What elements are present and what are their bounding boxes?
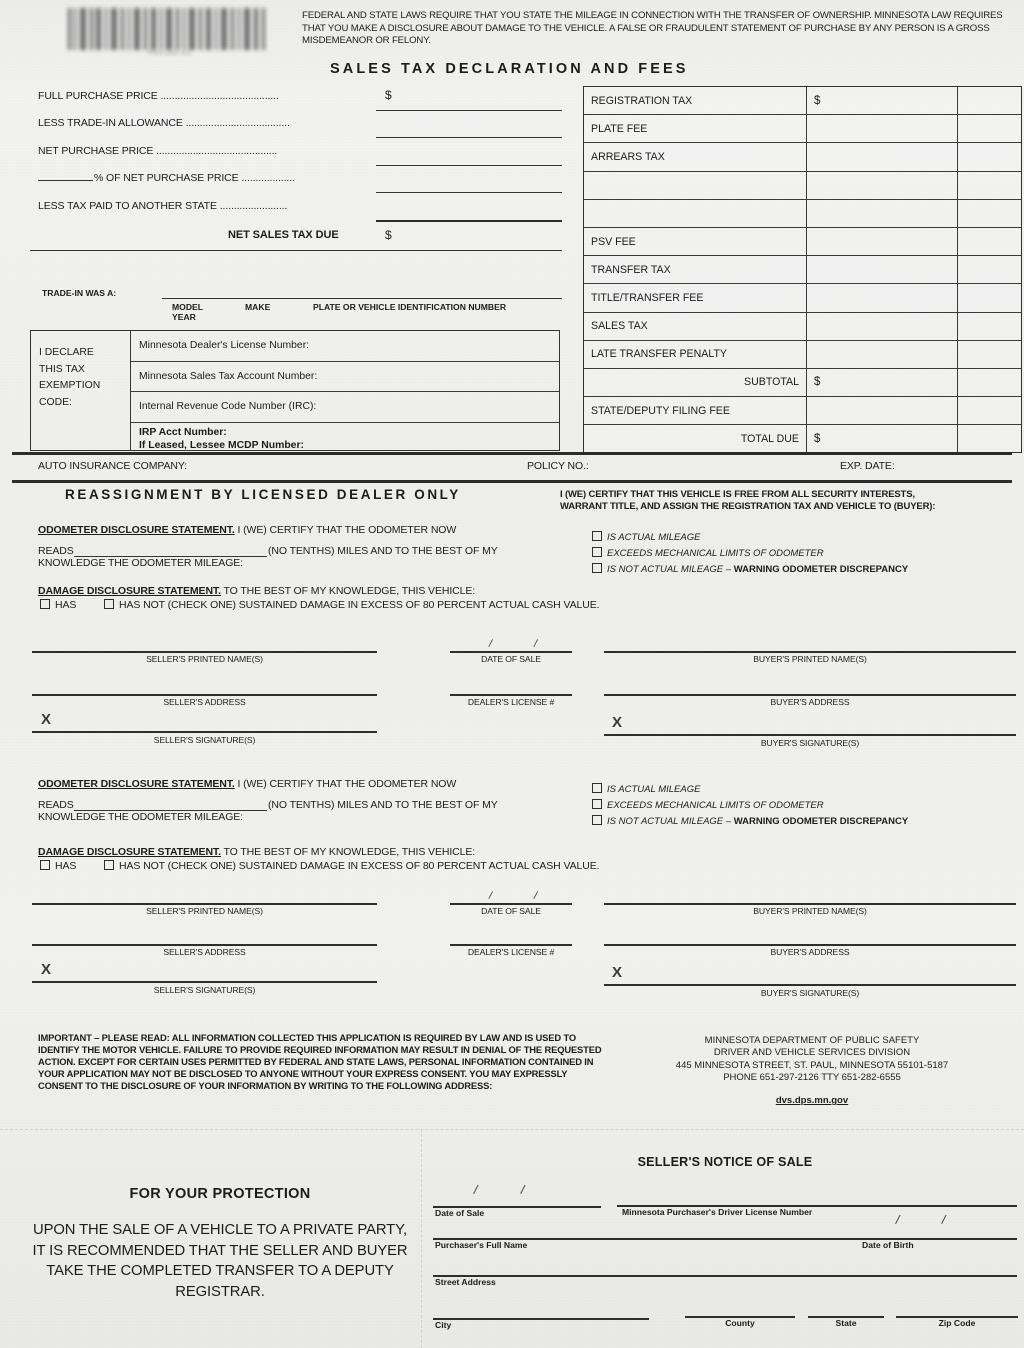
label-trade-in-year: YEAR (172, 312, 196, 322)
row-irc-number[interactable]: Internal Revenue Code Number (IRC): (131, 392, 559, 423)
fee-amount[interactable] (807, 143, 958, 170)
line-buyers-address-1[interactable] (604, 694, 1016, 696)
checkbox-damage-has-icon[interactable] (40, 860, 50, 870)
fee-row (584, 200, 1021, 228)
x-mark-seller-1: X (41, 711, 52, 728)
fee-amount[interactable]: $ (807, 87, 958, 114)
fee-label: SUBTOTAL (584, 369, 807, 396)
label-net-sales-tax-due: NET SALES TAX DUE (228, 229, 339, 241)
input-percent-of-net[interactable] (376, 192, 562, 193)
fee-amount[interactable]: $ (807, 425, 958, 452)
damage-has-1[interactable]: HAS (40, 599, 76, 613)
label-purchaser-full-name: Purchaser's Full Name (435, 1240, 528, 1250)
fee-label (584, 200, 807, 227)
checkbox-not-actual-mileage-icon[interactable] (592, 815, 602, 825)
line-buyers-signature-1[interactable] (604, 734, 1016, 736)
checkbox-not-actual-mileage-icon[interactable] (592, 563, 602, 573)
fee-amount[interactable] (807, 313, 958, 340)
label-sellers-signature-1: SELLER'S SIGNATURE(S) (153, 735, 256, 745)
label-county: County (725, 1318, 755, 1328)
input-less-trade-in[interactable] (376, 137, 562, 138)
odometer-option-1-2[interactable]: EXCEEDS MECHANICAL LIMITS OF ODOMETER (592, 547, 824, 560)
divider-below-insurance (12, 480, 1012, 483)
fee-row (584, 228, 1021, 256)
fee-row (584, 256, 1021, 284)
fee-extra[interactable] (958, 87, 1021, 114)
odometer-no-tenths-1: (NO TENTHS) MILES AND TO THE BEST OF MY (268, 545, 498, 557)
federal-law-notice: FEDERAL AND STATE LAWS REQUIRE THAT YOU STATE THE MILEAGE IN CONNECTION WITH THE TRANSFER OF OWNERSHIP. MINNESOTA LAW REQUIRES THAT YOU MAKE A DISCLOSURE ABOUT DAMAGE TO THE VEHICLE. A FALSE OR FRAUDULENT STATEMENT OF PURCHASE BY ANY PERSON IS A GROSS MISDEMEANOR OR FELONY. (302, 10, 1003, 47)
checkbox-is-actual-mileage-icon[interactable] (592, 531, 602, 541)
damage-has-not-2[interactable]: HAS NOT (CHECK ONE) SUSTAINED DAMAGE IN EXCESS OF 80 PERCENT ACTUAL CASH VALUE. (104, 860, 599, 874)
fee-row (584, 115, 1021, 143)
fee-extra[interactable] (958, 115, 1021, 142)
fee-extra[interactable] (958, 228, 1021, 255)
date-slash-icon: / (472, 1181, 480, 1198)
checkbox-exceeds-limits-icon[interactable] (592, 547, 602, 557)
fee-amount[interactable] (807, 200, 958, 227)
line-buyers-printed-name-2[interactable] (604, 903, 1016, 905)
row-sales-tax-account-number[interactable]: Minnesota Sales Tax Account Number: (131, 362, 559, 393)
label-buyers-printed-name-1: BUYER'S PRINTED NAME(S) (753, 654, 867, 664)
protection-body: UPON THE SALE OF A VEHICLE TO A PRIVATE PARTY, IT IS RECOMMENDED THAT THE SELLER AND BUYER TAKE THE COMPLETED TRANSFER TO A DEPUTY REGISTRAR. (32, 1222, 408, 1300)
odometer-knowledge-1: KNOWLEDGE THE ODOMETER MILEAGE: (38, 557, 243, 569)
line-sellers-address-2[interactable] (32, 944, 377, 946)
label-trade-in-was-a: TRADE-IN WAS A: (42, 288, 117, 298)
label-trade-in-model: MODEL (172, 302, 204, 312)
fee-extra[interactable] (958, 313, 1021, 340)
fee-table (583, 86, 1022, 453)
label-dealers-license-2: DEALER'S LICENSE # (467, 947, 555, 957)
label-less-tax-paid-other-state: LESS TAX PAID TO ANOTHER STATE ........................ (38, 200, 288, 212)
line-city[interactable] (433, 1318, 649, 1320)
label-less-trade-in: LESS TRADE-IN ALLOWANCE ..................................... (38, 117, 290, 129)
certify-line-2: WARRANT TITLE, AND ASSIGN THE REGISTRATION TAX AND VEHICLE TO (BUYER): (560, 501, 936, 512)
agency-line-4: PHONE 651-297-2126 TTY 651-282-6555 (723, 1072, 901, 1084)
input-net-purchase-price[interactable] (376, 165, 562, 166)
x-mark-buyer-1: X (612, 714, 623, 731)
fee-extra[interactable] (958, 341, 1021, 368)
input-net-sales-tax-due[interactable] (30, 250, 562, 251)
fee-label: TOTAL DUE (584, 425, 807, 452)
label-trade-in-vin: PLATE OR VEHICLE IDENTIFICATION NUMBER (313, 302, 507, 312)
fee-amount[interactable] (807, 115, 958, 142)
damage-heading-1: DAMAGE DISCLOSURE STATEMENT. TO THE BEST OF MY KNOWLEDGE, THIS VEHICLE: (38, 585, 476, 597)
damage-has-not-1[interactable]: HAS NOT (CHECK ONE) SUSTAINED DAMAGE IN EXCESS OF 80 PERCENT ACTUAL CASH VALUE. (104, 599, 599, 613)
agency-line-3: 445 MINNESOTA STREET, ST. PAUL, MINNESOTA 55101-5187 (675, 1059, 949, 1071)
label-exp-date[interactable]: EXP. DATE: (840, 460, 895, 472)
damage-has-2[interactable]: HAS (40, 860, 76, 874)
fee-extra[interactable] (958, 284, 1021, 311)
fee-amount[interactable] (807, 172, 958, 199)
label-sellers-printed-name-2: SELLER'S PRINTED NAME(S) (146, 906, 263, 916)
fee-label: ARREARS TAX (584, 143, 807, 170)
label-date-of-sale-2: DATE OF SALE (481, 906, 541, 916)
fee-label: TRANSFER TAX (584, 256, 807, 283)
label-date-of-sale-1: DATE OF SALE (481, 654, 541, 664)
x-mark-buyer-2: X (612, 964, 623, 981)
label-buyers-address-2: BUYER'S ADDRESS (770, 947, 850, 957)
fee-row (584, 397, 1021, 425)
checkbox-damage-has-not-icon[interactable] (104, 860, 114, 870)
checkbox-damage-has-not-icon[interactable] (104, 599, 114, 609)
fee-row (584, 172, 1021, 200)
fee-label: LATE TRANSFER PENALTY (584, 341, 807, 368)
line-sellers-address-1[interactable] (32, 694, 377, 696)
fee-extra[interactable] (958, 397, 1021, 424)
odometer-heading-1: ODOMETER DISCLOSURE STATEMENT. I (WE) CERTIFY THAT THE ODOMETER NOW (38, 524, 457, 536)
fee-label: STATE/DEPUTY FILING FEE (584, 397, 807, 424)
fee-amount[interactable] (807, 256, 958, 283)
line-date-of-sale-1[interactable] (450, 651, 572, 653)
currency-full-purchase-price: $ (385, 88, 392, 102)
x-mark-seller-2: X (41, 961, 52, 978)
privacy-notice: IMPORTANT – PLEASE READ: ALL INFORMATION COLLECTED THIS APPLICATION IS REQUIRED BY LAW AND IS USED TO IDENTIFY THE MOTOR VEHICLE. FAILURE TO PROVIDE REQUIRED INFORMATION MAY RESULT IN DENIAL OF THE REQUESTED ACTION. EXCEPT FOR CERTAIN USES PERMITTED BY FEDERAL AND STATE LAWS, PERSONAL INFORMATION CONTAINED IN YOUR APPLICATION MAY NOT BE DISCLOSED TO ANYONE WITHOUT YOUR EXPRESS CONSENT. YOU MAY EXPRESSLY CONSENT TO THE DISCLOSURE OF YOUR INFORMATION BY WRITING TO THE FOLLOWING ADDRESS: (38, 1032, 602, 1091)
label-full-purchase-price: FULL PURCHASE PRICE .......................................... (38, 90, 279, 102)
fee-amount[interactable] (807, 397, 958, 424)
exemption-left-label: I DECLARE THIS TAX EXEMPTION CODE: (31, 331, 131, 450)
fee-row (584, 313, 1021, 341)
odometer-option-2-1[interactable]: IS ACTUAL MILEAGE (592, 783, 700, 796)
barcode-number: P02150-01 (148, 50, 192, 57)
label-purchaser-dl-number: Minnesota Purchaser's Driver License Number (622, 1207, 813, 1217)
label-buyers-signature-1: BUYER'S SIGNATURE(S) (760, 738, 860, 748)
date-slash-icon: / (487, 889, 494, 903)
label-dealers-license-1: DEALER'S LICENSE # (467, 697, 555, 707)
fee-extra[interactable] (958, 425, 1021, 452)
label-sellers-address-2: SELLER'S ADDRESS (163, 947, 246, 957)
fee-extra[interactable] (958, 369, 1021, 396)
perforation-vertical (421, 1129, 422, 1348)
protection-title: FOR YOUR PROTECTION (129, 1186, 311, 1202)
date-slash-icon: / (940, 1211, 948, 1228)
input-percent-rate[interactable] (38, 180, 93, 181)
fee-amount[interactable] (807, 284, 958, 311)
line-sellers-signature-2[interactable] (32, 981, 377, 983)
fee-amount[interactable] (807, 341, 958, 368)
odometer-option-2-3[interactable]: IS NOT ACTUAL MILEAGE – WARNING ODOMETER DISCREPANCY (592, 815, 908, 828)
fee-amount[interactable]: $ (807, 369, 958, 396)
agency-line-1: MINNESOTA DEPARTMENT OF PUBLIC SAFETY (704, 1035, 920, 1046)
fee-row (584, 341, 1021, 369)
agency-line-2: DRIVER AND VEHICLE SERVICES DIVISION (713, 1047, 911, 1059)
fee-label: REGISTRATION TAX (584, 87, 807, 114)
label-sellers-printed-name-1: SELLER'S PRINTED NAME(S) (146, 654, 263, 664)
fee-label (584, 172, 807, 199)
odometer-option-1-3[interactable]: IS NOT ACTUAL MILEAGE – WARNING ODOMETER DISCREPANCY (592, 563, 908, 576)
fee-extra[interactable] (958, 256, 1021, 283)
label-auto-insurance-company[interactable]: AUTO INSURANCE COMPANY: (38, 460, 188, 472)
input-less-tax-paid-other-state[interactable] (376, 220, 562, 222)
label-trade-in-make: MAKE (245, 302, 271, 312)
agency-address (600, 1035, 1024, 1085)
odometer-option-2-2[interactable]: EXCEEDS MECHANICAL LIMITS OF ODOMETER (592, 799, 824, 812)
fee-extra[interactable] (958, 200, 1021, 227)
label-buyers-signature-2: BUYER'S SIGNATURE(S) (760, 988, 860, 998)
section-title-sales-tax: SALES TAX DECLARATION AND FEES (330, 61, 689, 77)
odometer-option-1-1[interactable]: IS ACTUAL MILEAGE (592, 531, 700, 544)
agency-website-link[interactable]: dvs.dps.mn.gov (775, 1095, 849, 1106)
odometer-heading-2: ODOMETER DISCLOSURE STATEMENT. I (WE) CERTIFY THAT THE ODOMETER NOW (38, 778, 457, 790)
damage-heading-2: DAMAGE DISCLOSURE STATEMENT. TO THE BEST OF MY KNOWLEDGE, THIS VEHICLE: (38, 846, 476, 858)
line-sellers-signature-1[interactable] (32, 731, 377, 733)
fee-row (584, 87, 1021, 115)
row-dealer-license-number[interactable]: Minnesota Dealer's License Number: (131, 331, 559, 362)
label-date-of-birth: Date of Birth (862, 1240, 914, 1250)
fee-label: PLATE FEE (584, 115, 807, 142)
fee-extra[interactable] (958, 172, 1021, 199)
date-slash-icon: / (532, 637, 539, 651)
line-buyers-address-2[interactable] (604, 944, 1016, 946)
fee-label: PSV FEE (584, 228, 807, 255)
label-policy-no[interactable]: POLICY NO.: (527, 460, 589, 472)
line-street-address[interactable] (433, 1275, 1017, 1277)
label-net-purchase-price: NET PURCHASE PRICE ........................................... (38, 145, 278, 157)
line-date-of-sale-2[interactable] (450, 903, 572, 905)
input-full-purchase-price[interactable] (376, 110, 562, 111)
fee-label: SALES TAX (584, 313, 807, 340)
perforation-horizontal (0, 1129, 1024, 1130)
label-city: City (435, 1320, 452, 1330)
line-dealers-license-2[interactable] (450, 944, 572, 946)
fee-amount[interactable] (807, 228, 958, 255)
divider-above-insurance (12, 452, 1012, 455)
line-sellers-printed-name-2[interactable] (32, 903, 377, 905)
barcode (68, 8, 268, 50)
label-sellers-signature-2: SELLER'S SIGNATURE(S) (153, 985, 256, 995)
label-sellers-address-1: SELLER'S ADDRESS (163, 697, 246, 707)
label-buyers-address-1: BUYER'S ADDRESS (770, 697, 850, 707)
fee-extra[interactable] (958, 143, 1021, 170)
date-slash-icon: / (487, 637, 494, 651)
label-zip-code: Zip Code (938, 1318, 976, 1328)
label-buyers-printed-name-2: BUYER'S PRINTED NAME(S) (753, 906, 867, 916)
label-street-address: Street Address (435, 1277, 496, 1287)
fee-row-total-due (584, 425, 1021, 452)
date-slash-icon: / (532, 889, 539, 903)
label-state: State (835, 1318, 857, 1328)
exemption-rows (131, 331, 559, 450)
row-irp-acct-number[interactable]: IRP Acct Number: If Leased, Lessee MCDP Number: (139, 426, 304, 452)
checkbox-is-actual-mileage-icon[interactable] (592, 783, 602, 793)
line-dealers-license-1[interactable] (450, 694, 572, 696)
currency-net-sales-tax-due: $ (385, 228, 392, 242)
fee-label: TITLE/TRANSFER FEE (584, 284, 807, 311)
fee-row-subtotal (584, 369, 1021, 397)
tax-exemption-box (30, 330, 560, 451)
date-slash-icon: / (894, 1211, 902, 1228)
checkbox-damage-has-icon[interactable] (40, 599, 50, 609)
line-sellers-printed-name-1[interactable] (32, 651, 377, 653)
label-percent-of-net: % OF NET PURCHASE PRICE ................... (94, 172, 295, 184)
notice-of-sale-title: SELLER'S NOTICE OF SALE (637, 1155, 813, 1169)
certify-line-1: I (WE) CERTIFY THAT THIS VEHICLE IS FREE FROM ALL SECURITY INTERESTS, (560, 489, 915, 500)
checkbox-exceeds-limits-icon[interactable] (592, 799, 602, 809)
input-trade-in-description[interactable] (162, 298, 562, 299)
fee-row (584, 143, 1021, 171)
date-slash-icon: / (519, 1181, 527, 1198)
fee-row (584, 284, 1021, 312)
odometer-knowledge-2: KNOWLEDGE THE ODOMETER MILEAGE: (38, 811, 243, 823)
label-date-of-sale-notice: Date of Sale (435, 1208, 485, 1218)
line-buyers-signature-2[interactable] (604, 984, 1016, 986)
line-buyers-printed-name-1[interactable] (604, 651, 1016, 653)
odometer-no-tenths-2: (NO TENTHS) MILES AND TO THE BEST OF MY (268, 799, 498, 811)
reassignment-title: REASSIGNMENT BY LICENSED DEALER ONLY (65, 487, 461, 502)
odometer-reads-label-1: READS (38, 545, 74, 557)
odometer-reads-label-2: READS (38, 799, 74, 811)
